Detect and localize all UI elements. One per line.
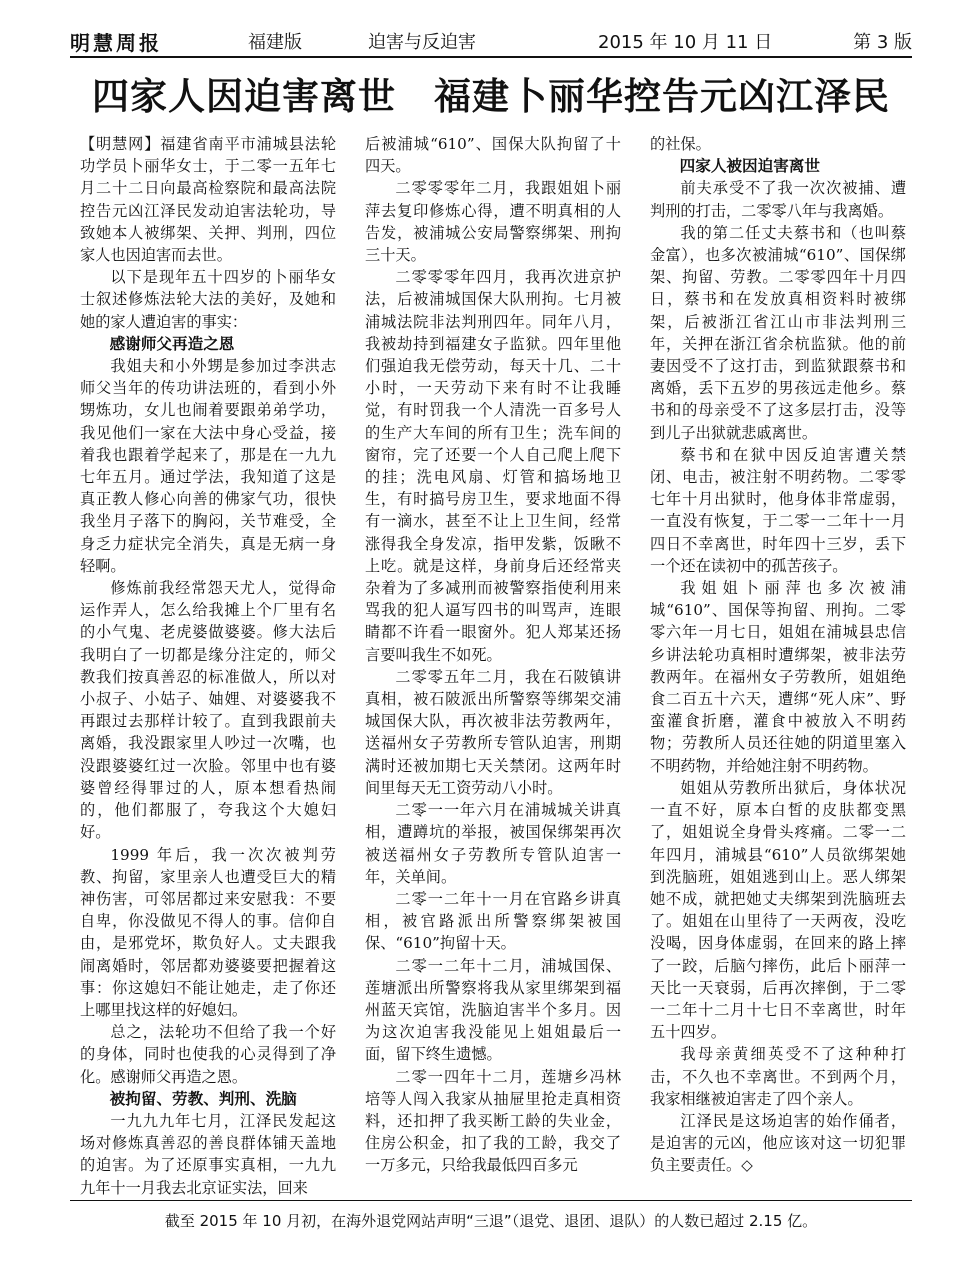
section-label: 迫害与反迫害 [368, 32, 476, 53]
paragraph: 1999 年后，我一次次被判劳教、拘留，家里亲人也遭受巨大的精神伤害，可邻居都过来安慰我：不要自卑，你没做见不得人的事。信仰自由，是邪党坏，欺负好人。丈夫跟我闹离婚时，邻居都劝婆婆要把握着这事：你这媳妇不能让她走，走了你还上哪里找这样的好媳妇。 [80, 845, 336, 1019]
masthead: 明慧周报 [70, 30, 162, 55]
paragraph: 修炼前我经常怨天尤人，觉得命运作弄人，怎么给我摊上个厂里有名的小气鬼、老虎婆做婆婆。修大法后我明白了一切都是缘分注定的，师父教我们按真善忍的标准做人，所以对小叔子、小姑子、妯娌、对婆婆我不再跟过去那样计较了。直到我跟前夫离婚，我没跟家里人吵过一次嘴，也没跟婆婆红过一次脸。邻里中也有婆婆曾经得罪过的人，原本想看热闹的，他们都服了，夸我这个大媳妇好。 [80, 579, 336, 842]
article-body [80, 133, 906, 1197]
paragraph: 二零一四年十二月，莲塘乡冯林培等人闯入我家从抽屉里抢走真相资料，还扣押了我买断工龄的失业金，住房公积金，扣了我的工龄，我交了一万多元，只给我最低四百多元 [365, 1067, 621, 1175]
paragraph: 我母亲黄细英受不了这种种打击，不久也不幸离世。不到两个月，我家相继被迫害走了四个亲人。 [650, 1045, 906, 1108]
paragraph: 【明慧网】福建省南平市浦城县法轮功学员卜丽华女士，于二零一五年七月二十二日向最高检察院和最高法院控告元凶江泽民发动迫害法轮功，导致她本人被绑架、关押、判刑，四位家人也因迫害而去世。 [80, 135, 336, 265]
paragraph: 前夫承受不了我一次次被捕、遭判刑的打击，二零零八年与我离婚。 [650, 179, 906, 220]
paragraph: 一九九九年七月，江泽民发起这场对修炼真善忍的善良群体铺天盖地的迫害。为了还原事实真相，一九九九年十一月我去北京证实法，回来 [80, 1111, 336, 1197]
paragraph: 二零一一年六月在浦城城关讲真相，遭蹲坑的举报，被国保绑架再次被送福州女子劳教所专管队迫害一年，关单间。 [365, 801, 621, 886]
footer-note: 截至 2015 年 10 月初，在海外退党网站声明“三退”（退党、退团、退队）的人数已超过 2.15 亿。 [164, 1212, 818, 1230]
paragraph: 总之，法轮功不但给了我一个好的身体，同时也使我的心灵得到了净化。感谢师父再造之恩。 [80, 1023, 336, 1086]
footer-rule [70, 1200, 912, 1201]
paragraph: 二零零五年二月，我在石陂镇讲真相，被石陂派出所警察等绑架交浦城国保大队，再次被非法劳教两年，送福州女子劳教所专管队迫害，刑期满时还被加期七天关禁闭。这两年时间里每天无工资劳动八小时。 [365, 667, 621, 797]
paragraph: 姐姐从劳教所出狱后，身体状况一直不好，原本白皙的皮肤都变黑了，姐姐说全身骨头疼痛。二零一二年四月，浦城县“610”人员欲绑架她到洗脑班，姐姐逃到山上。恶人绑架她不成，就把她丈夫绑架到洗脑班去了。姐姐在山里待了一天两夜，没吃没喝，因身体虚弱，在回来的路上摔了一跤，后脑勺摔伤，此后卜丽萍一天比一天衰弱，后再次摔倒，于二零一二年十二月十七日不幸离世，时年五十四岁。 [650, 778, 906, 1042]
paragraph: 我姐姐卜丽萍也多次被浦城“610”、国保等拘留、刑拘。二零零六年一月七日，姐姐在浦城县忠信乡讲法轮功真相时遭绑架，被非法劳教两年。在福州女子劳教所，姐姐绝食二百五十六天，遭绑“死人床”、野蛮灌食折磨，灌食中被放入不明药物；劳教所人员还往她的阴道里塞入不明药物，并给她注射不明药物。 [650, 579, 906, 775]
subheading: 四家人被因迫害离世 [679, 157, 820, 176]
subheading: 感谢师父再造之恩 [109, 334, 235, 353]
paragraph: 蔡书和在狱中因反迫害遭关禁闭、电击，被注射不明药物。二零零七年十月出狱时，他身体非常虚弱，一直没有恢复，于二零一二年十一月四日不幸离世，时年四十三岁，丢下一个还在读初中的孤苦孩子。 [650, 445, 906, 575]
paragraph: 二零零零年二月，我跟姐姐卜丽萍去复印修炼心得，遭不明真相的人告发，被浦城公安局警察绑架、刑拘三十天。 [365, 179, 621, 265]
paragraph: 我姐夫和小外甥是参加过李洪志师父当年的传功讲法班的，看到小外甥炼功，女儿也闹着要跟弟弟学功，我见他们一家在大法中身心受益，接着我也跟着学起来了，那是在一九九七年五月。通过学法，我知道了这是真正教人修心向善的佛家气功，很快我坐月子落下的胸闷，关节难受，全身乏力症状完全消失，真是无病一身轻啊。 [80, 357, 336, 575]
paragraph: 二零一二年十二月，浦城国保、莲塘派出所警察将我从家里绑架到福州蓝天宾馆，洗脑迫害半个多月。因为这次迫害我没能见上姐姐最后一面，留下终生遗憾。 [365, 956, 621, 1064]
paragraph: 江泽民是这场迫害的始作俑者，是迫害的元凶，他应该对这一切犯罪负主要责任。◇ [650, 1111, 906, 1175]
article-headline: 四家人因迫害离世 福建卜丽华控告元凶江泽民 [92, 74, 890, 118]
header-rule [70, 56, 912, 58]
page-header [70, 28, 912, 54]
issue-date: 2015 年 10 月 11 日 [598, 32, 773, 53]
paragraph: 二零零零年四月，我再次进京护法，后被浦城国保大队刑拘。七月被浦城法院非法判刑四年。同年八月，我被劫持到福建女子监狱。四年里他们强迫我无偿劳动，每天十几、二十小时，一天劳动下来有时不让我睡觉，有时罚我一个人清洗一百多号人的生产大车间的所有卫生；洗车间的窗帘，完了还要一个人自己爬上爬下的挂；洗电风扇、灯管和搞场地卫生，有时搞号房卫生，要求地面不得有一滴水，甚至不让上卫生间，经常涨得我全身发凉，指甲发紫，饭瞅不上吃。就是这样，身前身后还经常夹杂着为了多减刑而被警察指使利用来骂我的犯人逼写四书的叫骂声，连眼睛都不许看一眼窗外。犯人郑某还扬言要叫我生不如死。 [365, 268, 621, 664]
paragraph: 的社保。 [650, 135, 711, 153]
subheading: 被拘留、劳教、判刑、洗脑 [109, 1089, 297, 1108]
edition-label: 福建版 [248, 32, 302, 53]
paragraph: 后被浦城“610”、国保大队拘留了十四天。 [365, 135, 621, 176]
paragraph: 二零一二年十一月在官路乡讲真相，被官路派出所警察绑架被国保、“610”拘留十天。 [365, 889, 621, 953]
article-column [650, 133, 906, 1197]
paragraph: 我的第二任丈夫蔡书和（也叫蔡金富），也多次被浦城“610”、国保绑架、拘留、劳教。二零零四年十月四日，蔡书和在发放真相资料时被绑架，后被浙江省江山市非法判刑三年，关押在浙江省余杭监狱。他的前妻因受不了这打击，到监狱跟蔡书和离婚，丢下五岁的男孩远走他乡。蔡书和的母亲受不了这多层打击，没等到儿子出狱就悲戚离世。 [650, 223, 906, 442]
article-column [80, 133, 336, 1197]
page-number: 第 3 版 [853, 32, 912, 53]
article-column [365, 133, 621, 1197]
paragraph: 以下是现年五十四岁的卜丽华女士叙述修炼法轮大法的美好，及她和她的家人遭迫害的事实： [80, 268, 336, 331]
